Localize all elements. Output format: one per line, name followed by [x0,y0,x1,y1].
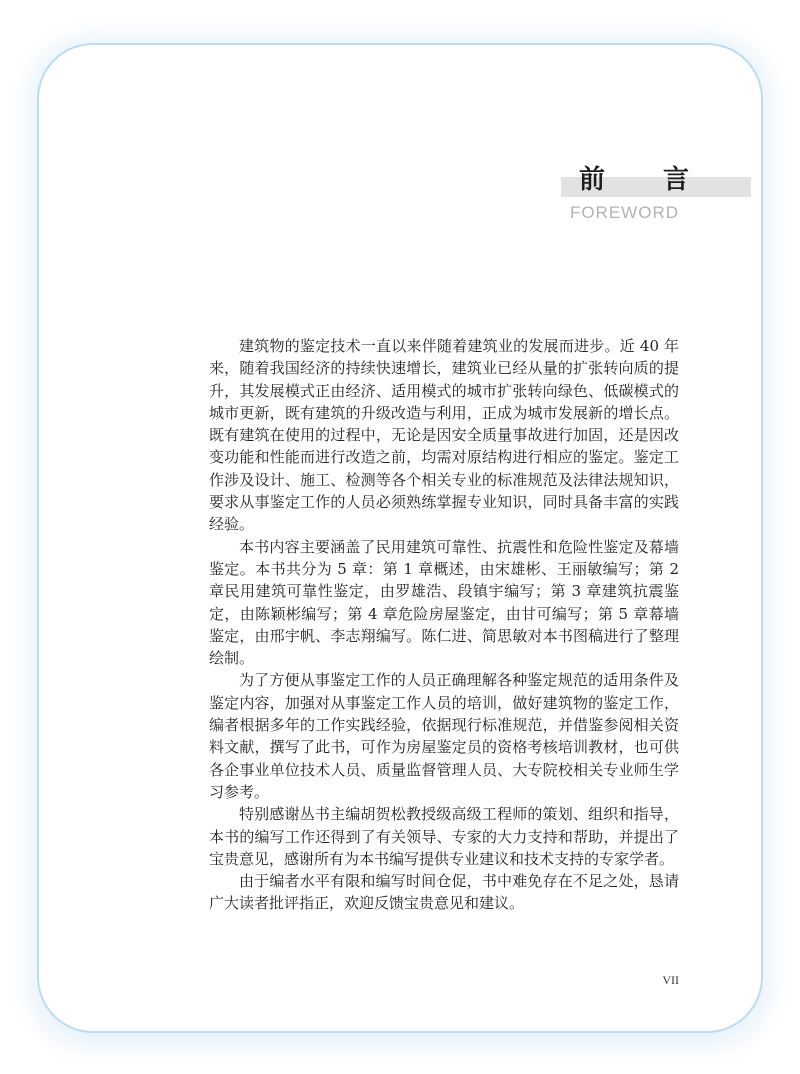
page-number: VII [662,973,679,987]
paragraph-2: 本书内容主要涵盖了民用建筑可靠性、抗震性和危险性鉴定及幕墙鉴定。本书共分为 5 章：第 1 章概述，由宋雄彬、王丽敏编写；第 2 章民用建筑可靠性鉴定，由罗雄浩、段镇宇编写；第 3 章建筑抗震鉴定，由陈颖彬编写；第 4 章危险房屋鉴定，由甘可编写；第 5 章幕墙鉴定，由邢宇帆、李志翔编写。陈仁进、简思敏对本书图稿进行了整理绘制。 [209,537,679,668]
title-char-1: 前 [579,165,606,195]
paragraph-3: 为了方便从事鉴定工作的人员正确理解各种鉴定规范的适用条件及鉴定内容，加强对从事鉴定工作人员的培训，做好建筑物的鉴定工作，编者根据多年的工作实践经验，依据现行标准规范，并借鉴参阅相关资料文献，撰写了此书，可作为房屋鉴定员的资格考核培训教材，也可供各企事业单位技术人员、质量监督管理人员、大专院校相关专业师生学习参考。 [209,671,679,801]
title-char-2: 言 [662,165,689,195]
paragraph-5: 由于编者水平有限和编写时间仓促，书中难免存在不足之处，恳请广大读者批评指正，欢迎反馈宝贵意见和建议。 [209,872,679,913]
paragraph-1: 建筑物的鉴定技术一直以来伴随着建筑业的发展而进步。近 40 年来，随着我国经济的持续快速增长，建筑业已经从量的扩张转向质的提升，其发展模式正由经济、适用模式的城市扩张转向绿色、低碳模式的城市更新，既有建筑的升级改造与利用，正成为城市发展新的增长点。既有建筑在使用的过程中，无论是因安全质量事故进行加固，还是因改变功能和性能而进行改造之前，均需对原结构进行相应的鉴定。鉴定工作涉及设计、施工、检测等各个相关专业的标准规范及法律法规知识，要求从事鉴定工作的人员必须熟练掌握专业知识，同时具备丰富的实践经验。 [209,337,679,534]
page-title [579,163,689,197]
foreword-body [209,335,679,915]
paragraph-4: 特别感谢丛书主编胡贺松教授级高级工程师的策划、组织和指导，本书的编写工作还得到了有关领导、专家的大力支持和帮助，并提出了宝贵意见，感谢所有为本书编写提供专业建议和技术支持的专家学者。 [209,805,679,868]
page-subtitle: FOREWORD [569,203,679,222]
book-page [37,43,763,1033]
